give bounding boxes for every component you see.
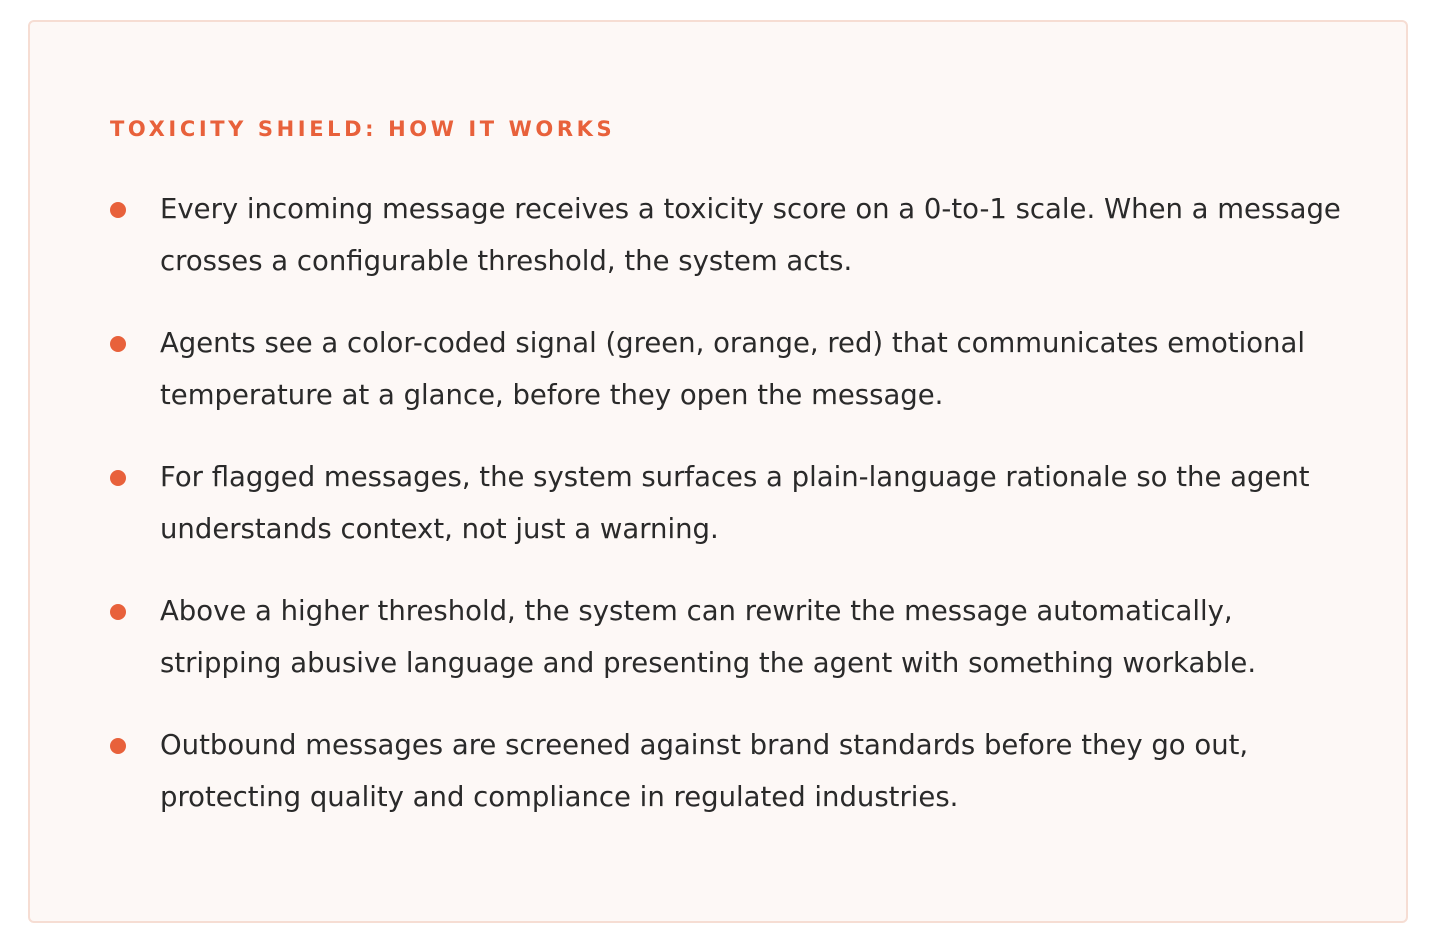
list-item (110, 720, 1346, 823)
list-item-text: For flagged messages, the system surfaces a plain-language rationale so the agent understands context, not just a warning. (160, 461, 1310, 545)
list-item (110, 452, 1346, 555)
section-heading: TOXICITY SHIELD: HOW IT WORKS (110, 117, 616, 141)
bullet-dot-icon (110, 202, 126, 218)
feature-list (110, 184, 1346, 823)
list-item (110, 184, 1346, 287)
list-item (110, 586, 1346, 689)
bullet-dot-icon (110, 604, 126, 620)
list-item-text: Every incoming message receives a toxicity score on a 0-to-1 scale. When a message crosses a configurable threshold, the system acts. (160, 193, 1341, 277)
toxicity-shield-card (28, 20, 1408, 923)
list-item-text: Agents see a color-coded signal (green, orange, red) that communicates emotional temperature at a glance, before they open the message. (160, 327, 1305, 411)
bullet-dot-icon (110, 336, 126, 352)
bullet-dot-icon (110, 738, 126, 754)
list-item-text: Outbound messages are screened against brand standards before they go out, protecting quality and compliance in regulated industries. (160, 729, 1249, 813)
list-item (110, 318, 1346, 421)
list-item-text: Above a higher threshold, the system can rewrite the message automatically, stripping abusive language and presenting the agent with something workable. (160, 595, 1257, 679)
bullet-dot-icon (110, 470, 126, 486)
